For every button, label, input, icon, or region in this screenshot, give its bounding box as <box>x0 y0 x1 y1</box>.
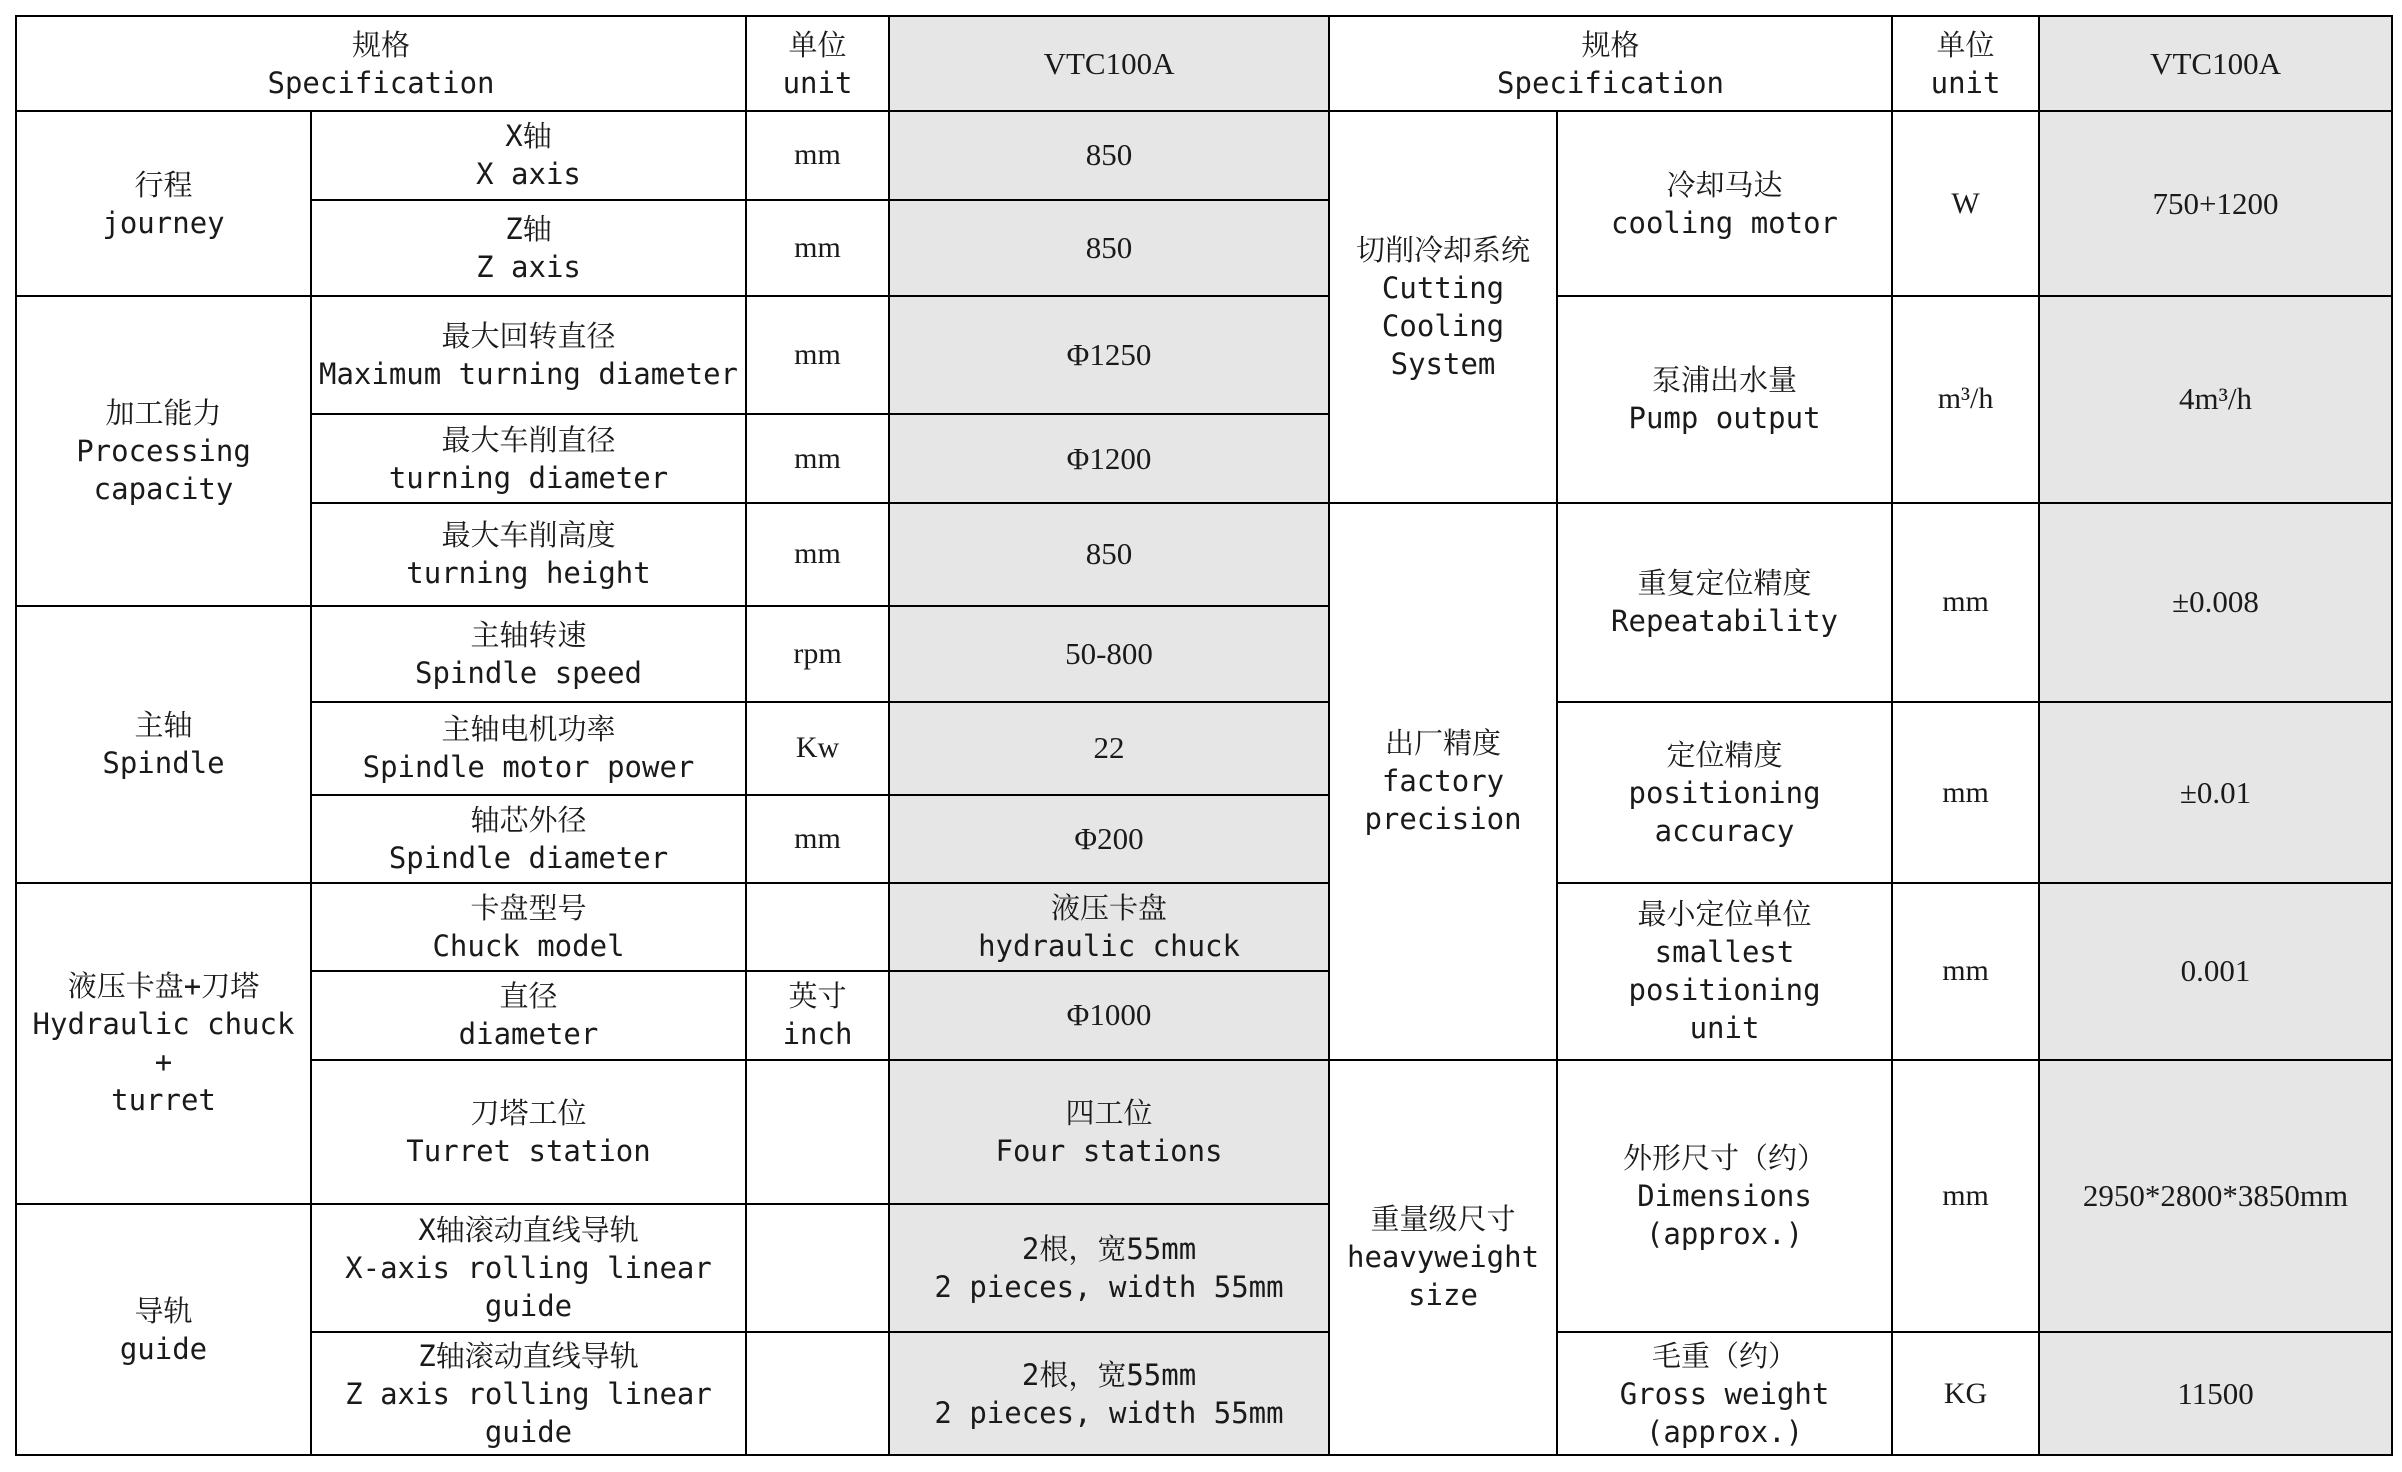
value-cell: Φ1250 <box>889 296 1329 414</box>
spec-cooling-motor: 冷却马达 cooling motor <box>1557 111 1892 296</box>
spec-gross-weight: 毛重（约） Gross weight (approx.) <box>1557 1332 1892 1455</box>
spec-smallest-positioning-unit: 最小定位单位 smallest positioning unit <box>1557 883 1892 1060</box>
value-cell: Φ200 <box>889 795 1329 883</box>
unit-cell: mm <box>1892 1060 2039 1333</box>
spec-repeatability: 重复定位精度 Repeatability <box>1557 503 1892 703</box>
spec-chuck-model: 卡盘型号 Chuck model <box>311 883 746 971</box>
unit-cell: mm <box>746 503 889 606</box>
unit-cell: m³/h <box>1892 296 2039 503</box>
table-row <box>16 702 2392 794</box>
unit-cell: mm <box>746 200 889 296</box>
spec-spindle-motor-power: 主轴电机功率 Spindle motor power <box>311 702 746 794</box>
spec-dimensions: 外形尺寸（约） Dimensions (approx.) <box>1557 1060 1892 1333</box>
specification-table <box>15 15 2393 1456</box>
spec-max-turning-diameter: 最大回转直径 Maximum turning diameter <box>311 296 746 414</box>
spec-z-axis: Z轴 Z axis <box>311 200 746 296</box>
spec-chuck-diameter: 直径 diameter <box>311 971 746 1059</box>
unit-cell <box>746 1332 889 1455</box>
value-cell: Φ1000 <box>889 971 1329 1059</box>
group-chuck-turret: 液压卡盘+刀塔 Hydraulic chuck + turret <box>16 883 311 1204</box>
table-row <box>16 111 2392 199</box>
value-cell: 850 <box>889 503 1329 606</box>
value-cell: 2根，宽55mm 2 pieces, width 55mm <box>889 1332 1329 1455</box>
header-spec-right: 规格 Specification <box>1329 16 1892 111</box>
header-unit-left: 单位 unit <box>746 16 889 111</box>
unit-cell: mm <box>746 795 889 883</box>
header-row <box>16 16 2392 111</box>
unit-cell: mm <box>1892 702 2039 883</box>
value-cell: 750+1200 <box>2039 111 2392 296</box>
spec-x-axis: X轴 X axis <box>311 111 746 199</box>
table-row <box>16 1332 2392 1455</box>
unit-cell: mm <box>746 296 889 414</box>
unit-cell: 英寸 inch <box>746 971 889 1059</box>
value-cell: 4m³/h <box>2039 296 2392 503</box>
spec-pump-output: 泵浦出水量 Pump output <box>1557 296 1892 503</box>
value-cell: 850 <box>889 111 1329 199</box>
spec-x-axis-guide: X轴滚动直线导轨 X-axis rolling linear guide <box>311 1204 746 1332</box>
spec-turning-diameter: 最大车削直径 turning diameter <box>311 414 746 502</box>
unit-cell: W <box>1892 111 2039 296</box>
table-row <box>16 1060 2392 1205</box>
value-cell: 2950*2800*3850mm <box>2039 1060 2392 1333</box>
header-model-right: VTC100A <box>2039 16 2392 111</box>
group-cooling: 切削冷却系统 Cutting Cooling System <box>1329 111 1557 502</box>
value-cell: ±0.01 <box>2039 702 2392 883</box>
group-guide: 导轨 guide <box>16 1204 311 1455</box>
value-cell: Φ1200 <box>889 414 1329 502</box>
value-cell: 0.001 <box>2039 883 2392 1060</box>
unit-cell: Kw <box>746 702 889 794</box>
table-row <box>16 883 2392 971</box>
spec-turret-station: 刀塔工位 Turret station <box>311 1060 746 1205</box>
header-unit-right: 单位 unit <box>1892 16 2039 111</box>
group-spindle: 主轴 Spindle <box>16 606 311 883</box>
value-cell: 850 <box>889 200 1329 296</box>
value-cell: 22 <box>889 702 1329 794</box>
spec-spindle-diameter: 轴芯外径 Spindle diameter <box>311 795 746 883</box>
unit-cell <box>746 883 889 971</box>
spec-z-axis-guide: Z轴滚动直线导轨 Z axis rolling linear guide <box>311 1332 746 1455</box>
value-cell: 11500 <box>2039 1332 2392 1455</box>
spec-spindle-speed: 主轴转速 Spindle speed <box>311 606 746 702</box>
unit-cell: mm <box>746 111 889 199</box>
unit-cell: rpm <box>746 606 889 702</box>
group-precision: 出厂精度 factory precision <box>1329 503 1557 1060</box>
unit-cell <box>746 1060 889 1205</box>
unit-cell <box>746 1204 889 1332</box>
group-heavyweight-size: 重量级尺寸 heavyweight size <box>1329 1060 1557 1455</box>
spec-positioning-accuracy: 定位精度 positioning accuracy <box>1557 702 1892 883</box>
unit-cell: mm <box>746 414 889 502</box>
unit-cell: KG <box>1892 1332 2039 1455</box>
value-cell: 2根，宽55mm 2 pieces, width 55mm <box>889 1204 1329 1332</box>
header-spec-left: 规格 Specification <box>16 16 746 111</box>
table-row <box>16 503 2392 606</box>
group-capacity: 加工能力 Processing capacity <box>16 296 311 606</box>
header-model-left: VTC100A <box>889 16 1329 111</box>
table-row <box>16 296 2392 414</box>
value-cell: 液压卡盘 hydraulic chuck <box>889 883 1329 971</box>
spec-turning-height: 最大车削高度 turning height <box>311 503 746 606</box>
unit-cell: mm <box>1892 883 2039 1060</box>
group-travel: 行程 journey <box>16 111 311 296</box>
value-cell: 50-800 <box>889 606 1329 702</box>
value-cell: ±0.008 <box>2039 503 2392 703</box>
value-cell: 四工位 Four stations <box>889 1060 1329 1205</box>
unit-cell: mm <box>1892 503 2039 703</box>
